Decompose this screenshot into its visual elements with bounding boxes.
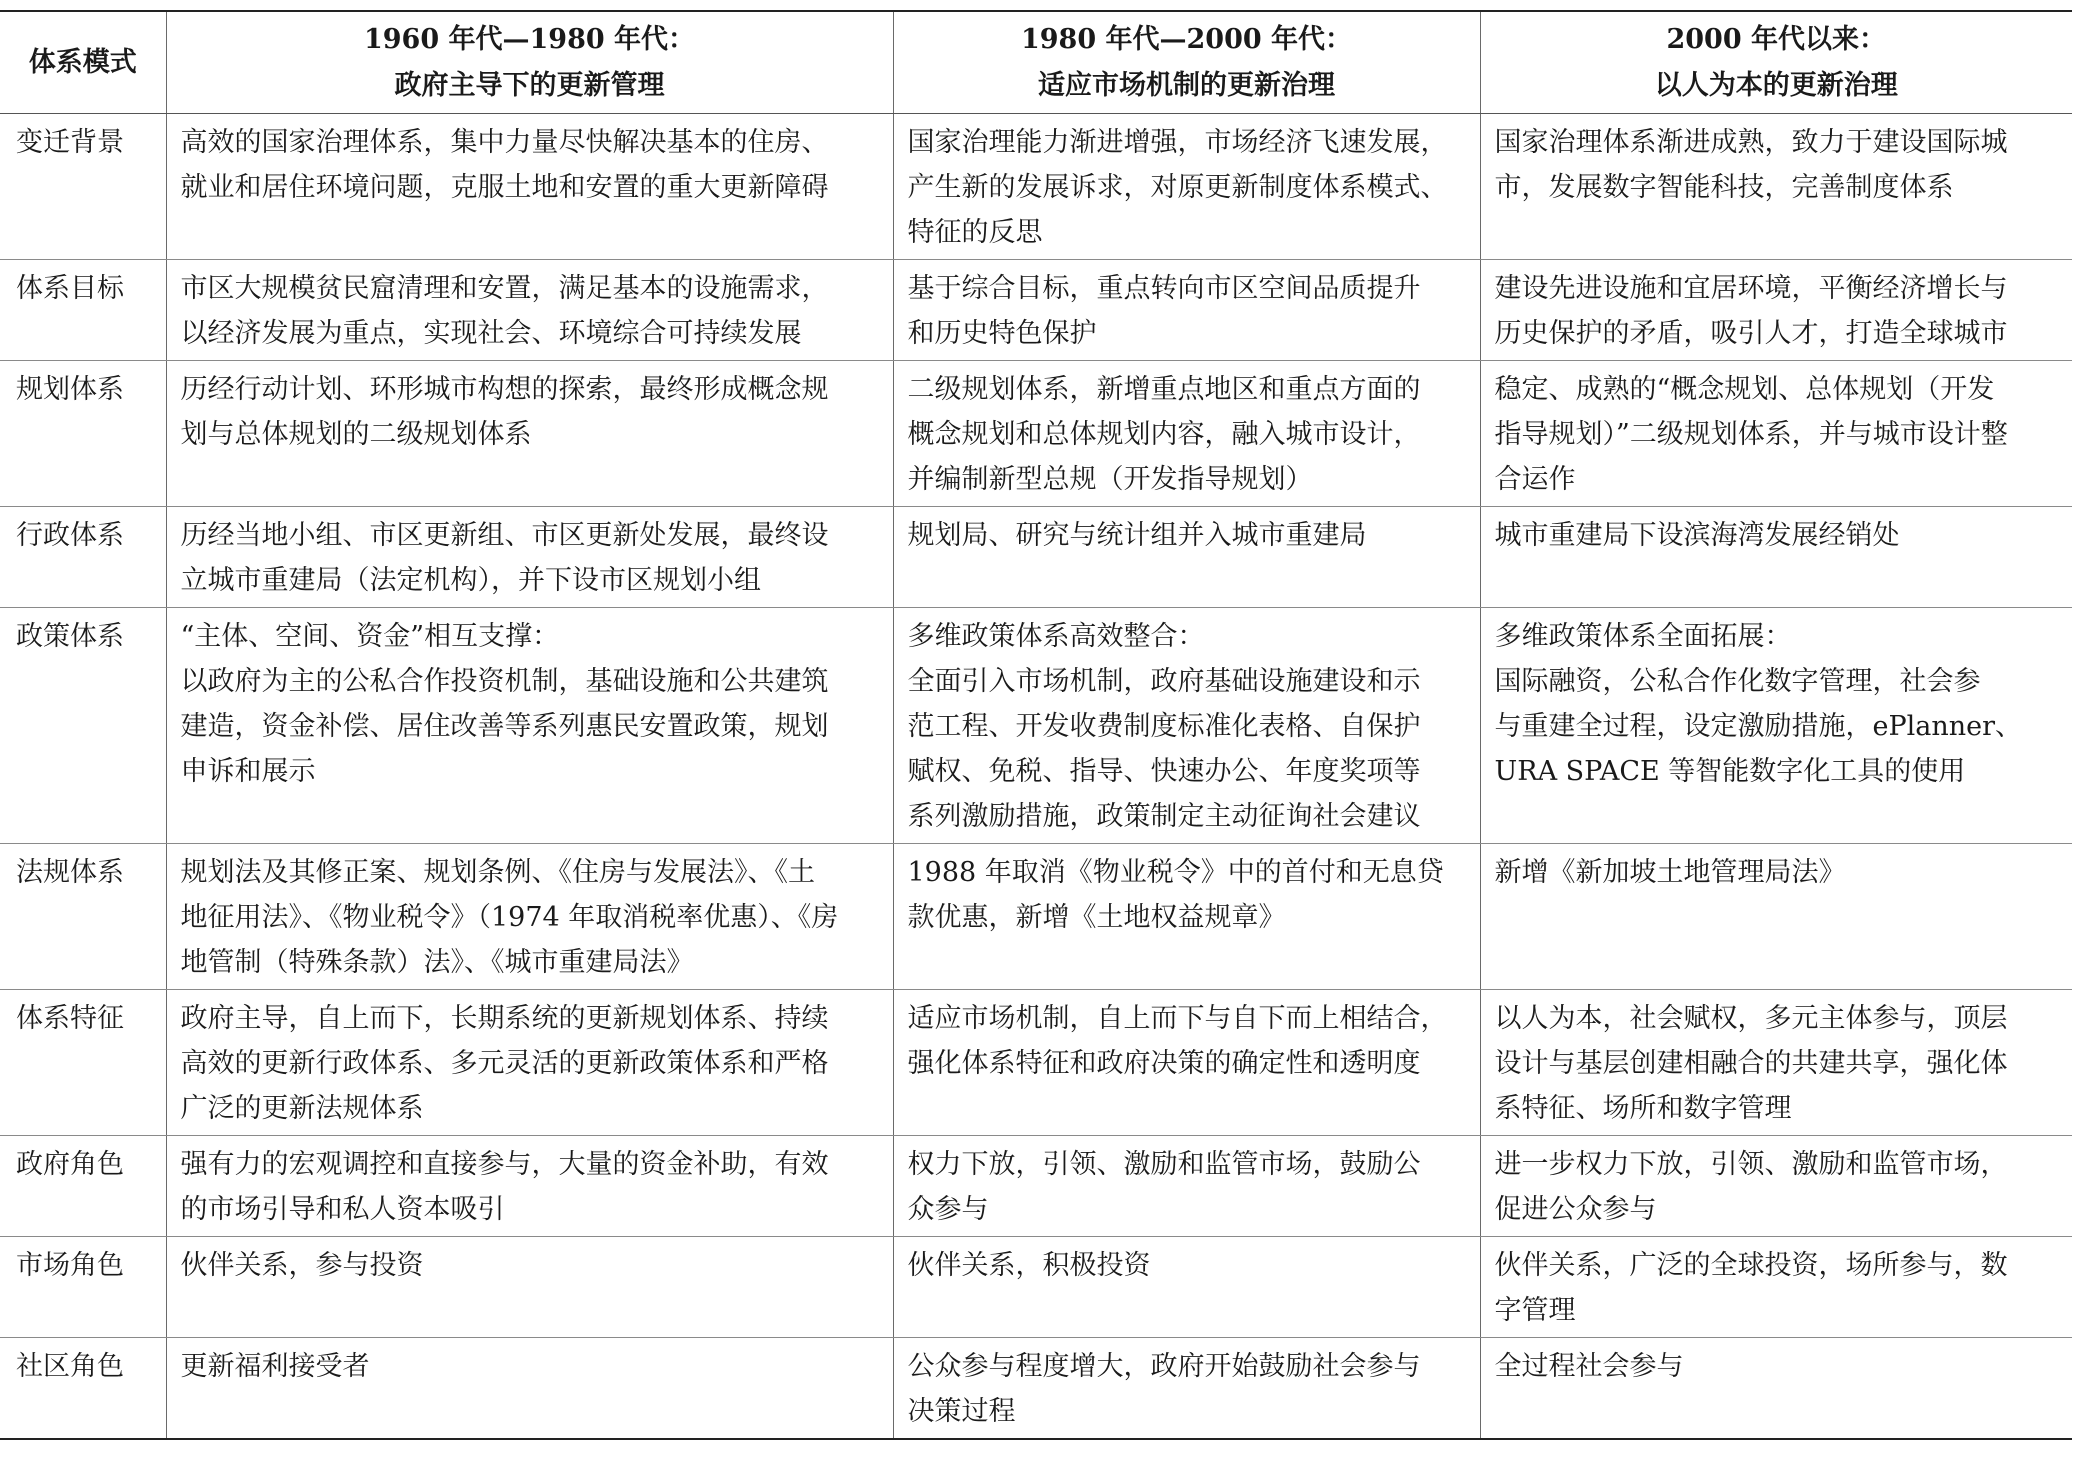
cell-content — [894, 114, 1480, 259]
cell-content — [1481, 1136, 2073, 1236]
table-cell-col3 — [1480, 1237, 2072, 1338]
cell-text-line: 多维政策体系全面拓展： — [1494, 621, 1792, 652]
cell-text-line: 与重建全过程，设定激励措施，ePlanner、 — [1494, 711, 2023, 742]
cell-text-line: 市区大规模贫民窟清理和安置，满足基本的设施需求， — [180, 273, 829, 304]
table-cell-col2 — [893, 1338, 1480, 1440]
cell-text-line: 规划法及其修正案、规划条例、《住房与发展法》、《土 — [180, 857, 815, 888]
table-cell-col1 — [166, 1338, 893, 1440]
row-label — [0, 1237, 166, 1292]
row-label-text: 政府角色 — [16, 1149, 124, 1180]
row-label-text: 规划体系 — [16, 374, 124, 405]
cell-text-line: 伙伴关系，广泛的全球投资，场所参与，数 — [1494, 1250, 2008, 1281]
table-cell-col3 — [1480, 361, 2072, 507]
header-row — [0, 11, 2072, 114]
table-cell-col2 — [893, 507, 1480, 608]
table-cell-col2 — [893, 1237, 1480, 1338]
row-label — [0, 990, 166, 1045]
row-label-cell — [0, 1136, 166, 1237]
cell-content — [1481, 990, 2073, 1135]
table-row — [0, 608, 2072, 844]
table-cell-col1 — [166, 1136, 893, 1237]
cell-text-line: 城市重建局下设滨海湾发展经销处 — [1494, 520, 1900, 551]
table-cell-col3 — [1480, 507, 2072, 608]
table-cell-col1 — [166, 260, 893, 361]
cell-text-line: 划与总体规划的二级规划体系 — [180, 419, 532, 450]
cell-text-line: 历经当地小组、市区更新组、市区更新处发展，最终设 — [180, 520, 829, 551]
row-label-cell — [0, 608, 166, 844]
cell-text-line: 和历史特色保护 — [907, 318, 1097, 349]
table-row — [0, 990, 2072, 1136]
table-row — [0, 1237, 2072, 1338]
cell-text-line: 以人为本，社会赋权，多元主体参与，顶层 — [1494, 1003, 2008, 1034]
table-row — [0, 844, 2072, 990]
header-col2-line1: 1980 年代—2000 年代： — [1020, 23, 1353, 55]
comparison-table-wrapper — [0, 10, 2072, 1440]
table-cell-col1 — [166, 990, 893, 1136]
header-col3-line1: 2000 年代以来： — [1666, 23, 1887, 55]
table-row — [0, 507, 2072, 608]
table-cell-col2 — [893, 114, 1480, 260]
table-cell-col1 — [166, 844, 893, 990]
cell-content — [894, 1237, 1480, 1292]
cell-text-line: 市，发展数字智能科技，完善制度体系 — [1494, 172, 1954, 203]
cell-content — [894, 507, 1480, 562]
cell-text-line: 公众参与程度增大，政府开始鼓励社会参与 — [907, 1351, 1421, 1382]
cell-content — [1481, 507, 2073, 562]
cell-content — [167, 114, 893, 214]
cell-content — [167, 1237, 893, 1292]
cell-text-line: 伙伴关系，参与投资 — [180, 1250, 424, 1281]
row-label-text: 政策体系 — [16, 621, 124, 652]
cell-text-line: 立城市重建局（法定机构），并下设市区规划小组 — [180, 565, 761, 596]
table-row — [0, 114, 2072, 260]
cell-text-line: 1988 年取消《物业税令》中的首付和无息贷 — [907, 857, 1444, 888]
row-label-cell — [0, 1338, 166, 1440]
cell-content — [894, 1338, 1480, 1438]
comparison-table — [0, 10, 2072, 1440]
cell-text-line: 的市场引导和私人资本吸引 — [180, 1194, 505, 1225]
table-cell-col1 — [166, 608, 893, 844]
table-cell-col3 — [1480, 260, 2072, 361]
cell-text-line: 款优惠，新增《土地权益规章》 — [907, 902, 1286, 933]
cell-text-line: “主体、空间、资金”相互支撑： — [180, 621, 560, 652]
cell-text-line: 并编制新型总规（开发指导规划） — [907, 464, 1313, 495]
cell-text-line: 政府主导，自上而下，长期系统的更新规划体系、持续 — [180, 1003, 829, 1034]
cell-text-line: 广泛的更新法规体系 — [180, 1093, 424, 1124]
header-period-2000-onward — [1480, 11, 2072, 114]
cell-content — [1481, 608, 2073, 798]
table-cell-col2 — [893, 1136, 1480, 1237]
cell-content — [167, 1136, 893, 1236]
cell-text-line: 适应市场机制，自上而下与自下而上相结合， — [907, 1003, 1448, 1034]
cell-content — [894, 608, 1480, 843]
cell-text-line: 产生新的发展诉求，对原更新制度体系模式、 — [907, 172, 1448, 203]
cell-text-line: 设计与基层创建相融合的共建共享，强化体 — [1494, 1048, 2008, 1079]
cell-content — [167, 844, 893, 989]
table-row — [0, 1338, 2072, 1440]
cell-text-line: 系特征、场所和数字管理 — [1494, 1093, 1792, 1124]
row-label-cell — [0, 507, 166, 608]
cell-text-line: 字管理 — [1494, 1295, 1576, 1326]
cell-content — [167, 608, 893, 798]
cell-content — [167, 260, 893, 360]
cell-content — [167, 1338, 893, 1393]
cell-text-line: 地管制（特殊条款）法》、《城市重建局法》 — [180, 947, 694, 978]
cell-text-line: 规划局、研究与统计组并入城市重建局 — [907, 520, 1367, 551]
cell-text-line: 决策过程 — [907, 1396, 1016, 1427]
cell-content — [167, 990, 893, 1135]
table-body — [0, 114, 2072, 1440]
cell-content — [1481, 1237, 2073, 1337]
row-label — [0, 114, 166, 169]
table-cell-col2 — [893, 260, 1480, 361]
row-label — [0, 1136, 166, 1191]
cell-content — [1481, 1338, 2073, 1393]
row-label-text: 行政体系 — [16, 520, 124, 551]
row-label — [0, 608, 166, 663]
table-cell-col3 — [1480, 1136, 2072, 1237]
table-cell-col1 — [166, 361, 893, 507]
header-period-1960-1980 — [166, 11, 893, 114]
cell-text-line: 更新福利接受者 — [180, 1351, 370, 1382]
cell-content — [167, 507, 893, 607]
cell-text-line: URA SPACE 等智能数字化工具的使用 — [1494, 756, 1966, 787]
row-label-cell — [0, 1237, 166, 1338]
row-label — [0, 260, 166, 315]
row-label-cell — [0, 990, 166, 1136]
cell-text-line: 促进公众参与 — [1494, 1194, 1657, 1225]
cell-content — [894, 260, 1480, 360]
cell-text-line: 合运作 — [1494, 464, 1576, 495]
header-col2-line2: 适应市场机制的更新治理 — [1038, 69, 1335, 101]
cell-text-line: 二级规划体系，新增重点地区和重点方面的 — [907, 374, 1421, 405]
header-period-1980-2000 — [893, 11, 1480, 114]
cell-text-line: 就业和居住环境问题，克服土地和安置的重大更新障碍 — [180, 172, 829, 203]
cell-text-line: 国家治理体系渐进成熟，致力于建设国际城 — [1494, 127, 2008, 158]
cell-text-line: 高效的更新行政体系、多元灵活的更新政策体系和严格 — [180, 1048, 829, 1079]
row-label-cell — [0, 361, 166, 507]
table-cell-col3 — [1480, 114, 2072, 260]
cell-text-line: 以政府为主的公私合作投资机制，基础设施和公共建筑 — [180, 666, 829, 697]
row-label — [0, 507, 166, 562]
cell-text-line: 历经行动计划、环形城市构想的探索，最终形成概念规 — [180, 374, 829, 405]
table-row — [0, 260, 2072, 361]
row-label-text: 变迁背景 — [16, 127, 124, 158]
table-cell-col1 — [166, 1237, 893, 1338]
cell-text-line: 强化体系特征和政府决策的确定性和透明度 — [907, 1048, 1421, 1079]
table-cell-col2 — [893, 990, 1480, 1136]
cell-text-line: 申诉和展示 — [180, 756, 316, 787]
table-cell-col3 — [1480, 844, 2072, 990]
row-label-cell — [0, 260, 166, 361]
cell-text-line: 地征用法》、《物业税令》（1974 年取消税率优惠）、《房 — [180, 902, 839, 933]
header-col3-line2: 以人为本的更新治理 — [1654, 69, 1898, 101]
row-label — [0, 844, 166, 899]
cell-content — [894, 990, 1480, 1090]
table-cell-col2 — [893, 844, 1480, 990]
table-cell-col2 — [893, 608, 1480, 844]
cell-content — [894, 361, 1480, 506]
row-label-cell — [0, 844, 166, 990]
cell-text-line: 国家治理能力渐进增强，市场经济飞速发展， — [907, 127, 1448, 158]
row-label-cell — [0, 114, 166, 260]
cell-text-line: 新增《新加坡土地管理局法》 — [1494, 857, 1846, 888]
header-col0-text: 体系模式 — [28, 46, 137, 78]
row-label — [0, 1338, 166, 1393]
cell-text-line: 基于综合目标，重点转向市区空间品质提升 — [907, 273, 1421, 304]
cell-content — [1481, 361, 2073, 506]
table-cell-col1 — [166, 507, 893, 608]
cell-text-line: 建造，资金补偿、居住改善等系列惠民安置政策，规划 — [180, 711, 829, 742]
row-label-text: 法规体系 — [16, 857, 124, 888]
cell-content — [1481, 260, 2073, 360]
table-cell-col3 — [1480, 608, 2072, 844]
cell-text-line: 伙伴关系，积极投资 — [907, 1250, 1151, 1281]
cell-text-line: 赋权、免税、指导、快速办公、年度奖项等 — [907, 756, 1421, 787]
row-label-text: 市场角色 — [16, 1250, 124, 1281]
cell-text-line: 国际融资，公私合作化数字管理，社会参 — [1494, 666, 1981, 697]
cell-text-line: 高效的国家治理体系，集中力量尽快解决基本的住房、 — [180, 127, 829, 158]
row-label-text: 体系目标 — [16, 273, 124, 304]
table-cell-col2 — [893, 361, 1480, 507]
cell-text-line: 进一步权力下放，引领、激励和监管市场， — [1494, 1149, 2008, 1180]
table-cell-col3 — [1480, 1338, 2072, 1440]
cell-content — [894, 1136, 1480, 1236]
cell-text-line: 历史保护的矛盾，吸引人才，打造全球城市 — [1494, 318, 2008, 349]
cell-text-line: 全过程社会参与 — [1494, 1351, 1684, 1382]
cell-text-line: 众参与 — [907, 1194, 989, 1225]
cell-text-line: 稳定、成熟的“概念规划、总体规划（开发 — [1494, 374, 1995, 405]
row-label — [0, 361, 166, 416]
table-cell-col1 — [166, 114, 893, 260]
table-cell-col3 — [1480, 990, 2072, 1136]
cell-content — [1481, 114, 2073, 214]
table-header — [0, 11, 2072, 114]
cell-text-line: 概念规划和总体规划内容，融入城市设计， — [907, 419, 1421, 450]
cell-text-line: 以经济发展为重点，实现社会、环境综合可持续发展 — [180, 318, 802, 349]
cell-text-line: 强有力的宏观调控和直接参与，大量的资金补助，有效 — [180, 1149, 829, 1180]
cell-text-line: 范工程、开发收费制度标准化表格、自保护 — [907, 711, 1421, 742]
row-label-text: 体系特征 — [16, 1003, 124, 1034]
cell-text-line: 全面引入市场机制，政府基础设施建设和示 — [907, 666, 1421, 697]
cell-text-line: 权力下放，引领、激励和监管市场，鼓励公 — [907, 1149, 1421, 1180]
header-col1-line1: 1960 年代—1980 年代： — [363, 23, 696, 55]
cell-text-line: 特征的反思 — [907, 217, 1043, 248]
cell-content — [1481, 844, 2073, 899]
cell-content — [167, 361, 893, 461]
cell-content — [894, 844, 1480, 944]
table-row — [0, 1136, 2072, 1237]
cell-text-line: 指导规划）”二级规划体系，并与城市设计整 — [1494, 419, 2008, 450]
cell-text-line: 建设先进设施和宜居环境，平衡经济增长与 — [1494, 273, 2008, 304]
cell-text-line: 多维政策体系高效整合： — [907, 621, 1205, 652]
cell-text-line: 系列激励措施，政策制定主动征询社会建议 — [907, 801, 1421, 832]
header-col1-line2: 政府主导下的更新管理 — [394, 69, 665, 101]
table-row — [0, 361, 2072, 507]
header-system-mode — [0, 11, 166, 114]
row-label-text: 社区角色 — [16, 1351, 124, 1382]
